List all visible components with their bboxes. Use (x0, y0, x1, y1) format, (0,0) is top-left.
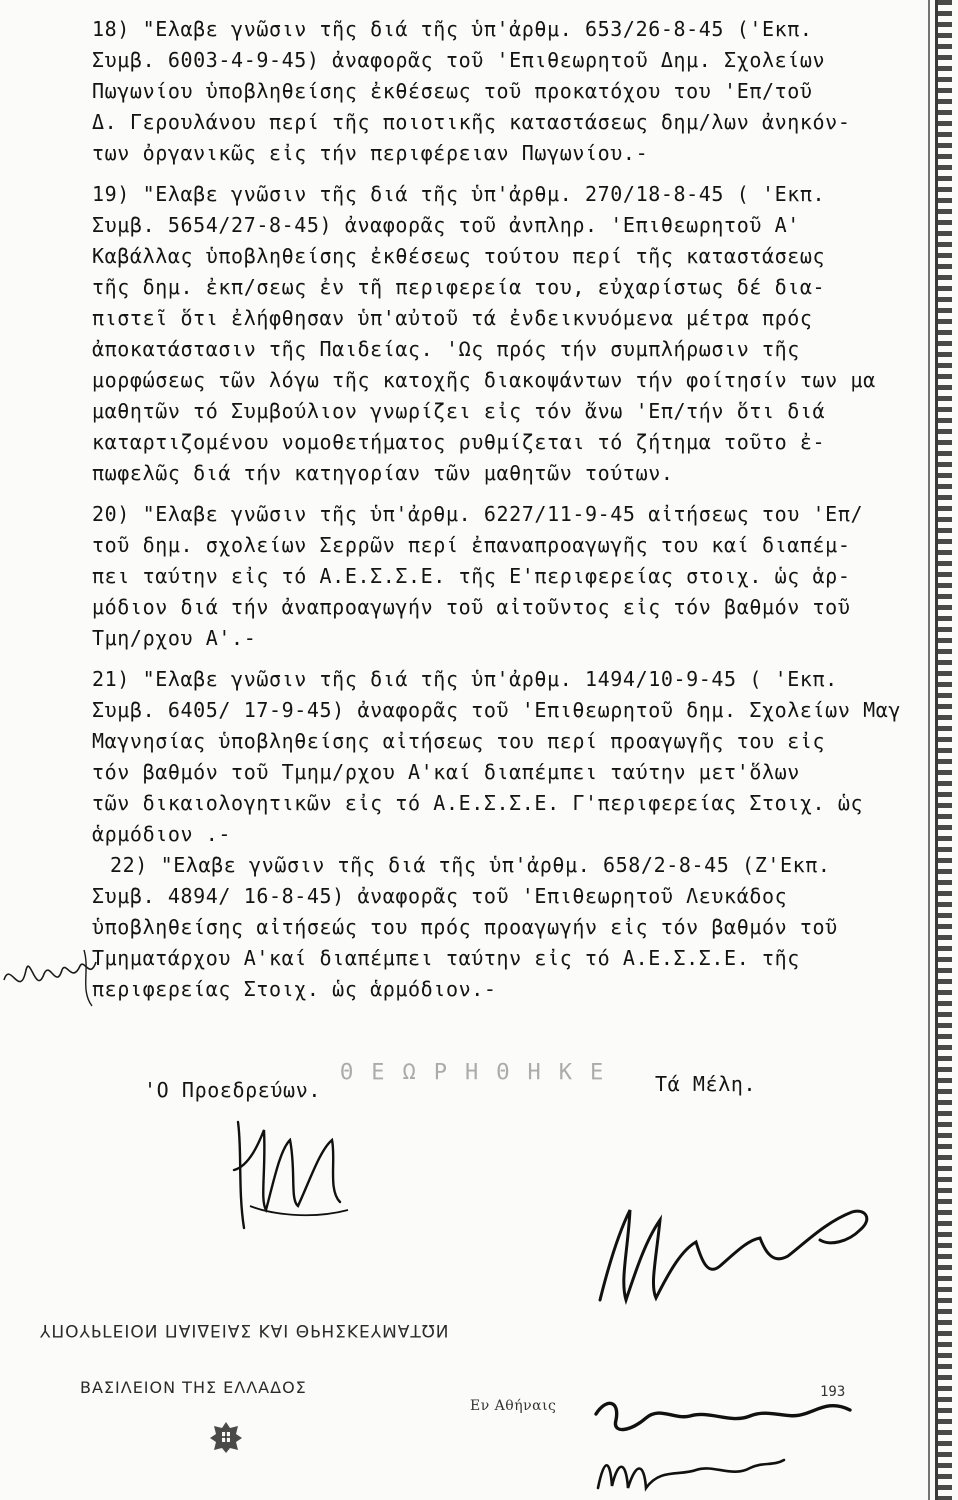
minutes-text (92, 14, 902, 1005)
text-line: πωφελῶς διά τήν κατηγορίαν τῶν μαθητῶν τούτων. (92, 461, 674, 485)
text-line: των ὀργανικῶς εἰς τήν περιφέρειαν Πωγωνίου.- (92, 141, 649, 165)
text-line: τοῦ δημ. σχολείων Σερρῶν περί ἐπαναπροαγωγῆς του καί διαπέμ- (92, 533, 851, 557)
text-line: Δ. Γερουλάνου περί τῆς ποιοτικῆς καταστάσεως δημ/λων ἀνηκόν- (92, 110, 851, 134)
text-line: Τμηματάρχου Α'καί διαπέμπει ταύτην εἰς τό Α.Ε.Σ.Σ.Ε. τῆς (92, 946, 800, 970)
text-line: ὑποβληθείσης αἰτήσεώς του πρός προαγωγήν εἰς τόν βαθμόν τοῦ (92, 915, 838, 939)
text-line: καταρτιζομένου νομοθετήματος ρυθμίζεται τό ζήτημα τοῦτο ἐ- (92, 430, 826, 454)
text-line: τῆς δημ. ἐκπ/σεως ἐν τῆ περιφερεία του, εὐχαρίστως δέ δια- (92, 275, 826, 299)
text-line: 22) "Ελαβε γνῶσιν τῆς διά τῆς ὑπ'ἀρθμ. 658/2-8-45 (Ζ'Εκπ. (110, 853, 831, 877)
text-line: Πωγωνίου ὑποβληθείσης ἐκθέσεως τοῦ προκατόχου του 'Επ/τοῦ (92, 79, 813, 103)
text-line: Τμη/ρχου Α'.- (92, 626, 257, 650)
text-line: ἁρμόδιον .- (92, 822, 232, 846)
official-seal (40, 1300, 460, 1500)
text-line: Συμβ. 6405/ 17-9-45) ἀναφορᾶς τοῦ 'Επιθεωρητοῦ δημ. Σχολείων Μαγ (92, 698, 902, 722)
seal-top-text: ΥΠΟΥΡΓΕΙΟΝ ΠΑΙΔΕΙΑΣ ΚΑΙ ΘΡΗΣΚΕΥΜΑΤΩΝ (40, 1320, 450, 1340)
members-label: Τά Μέλη. (655, 1072, 757, 1096)
member-signature-3 (590, 1448, 790, 1498)
binding-edge (935, 0, 952, 1500)
text-line: Μαγνησίας ὑποβληθείσης αἰτήσεως του περί προαγωγῆς του εἰς (92, 729, 826, 753)
text-line: 19) "Ελαβε γνῶσιν τῆς διά τῆς ὑπ'ἀρθμ. 270/18-8-45 ( 'Εκπ. (92, 182, 826, 206)
text-line: πιστεῖ ὅτι ἐλήφθησαν ὑπ'αὐτοῦ τά ἐνδεικνυόμενα μέτρα πρός (92, 306, 813, 330)
seal-bottom-text: ΒΑΣΙΛΕΙΟΝ ΤΗΣ ΕΛΛΑΔΟΣ (80, 1378, 307, 1397)
member-signature-1 (590, 1190, 890, 1320)
text-line: περιφερείας Στοιχ. ὡς ἁρμόδιον.- (92, 977, 497, 1001)
chair-signature (220, 1110, 360, 1240)
text-line: Συμβ. 6003-4-9-45) ἀναφορᾶς τοῦ 'Επιθεωρητοῦ Δημ. Σχολείων (92, 48, 826, 72)
text-line: Συμβ. 4894/ 16-8-45) ἀναφορᾶς τοῦ 'Επιθεωρητοῦ Λευκάδος (92, 884, 788, 908)
chair-label: 'Ο Προεδρεύων. (144, 1078, 321, 1102)
binding-line (928, 0, 930, 1500)
text-line: πει ταύτην εἰς τό Α.Ε.Σ.Σ.Ε. τῆς Ε'περιφερείας στοιχ. ὡς ἁρ- (92, 564, 851, 588)
text-line: τῶν δικαιολογητικῶν εἰς τό Α.Ε.Σ.Σ.Ε. Γ'περιφερείας Στοιχ. ὡς (92, 791, 864, 815)
footer-year: 193 (820, 1384, 846, 1400)
text-line: ἀποκατάστασιν τῆς Παιδείας. 'Ως πρός τήν συμπλήρωσιν τῆς (92, 337, 800, 361)
footer-city: Εν Αθήναις (470, 1398, 557, 1414)
text-line: 20) "Ελαβε γνῶσιν τῆς ὑπ'ἀρθμ. 6227/11-9-45 αἰτήσεως του 'Επ/ (92, 502, 864, 526)
text-line: Συμβ. 5654/27-8-45) ἀναφορᾶς τοῦ ἀνπληρ. 'Επιθεωρητοῦ Α' (92, 213, 800, 237)
crest-icon (208, 1420, 244, 1454)
text-line: τόν βαθμόν τοῦ Τμημ/ρχου Α'καί διαπέμπει ταύτην μετ'ὅλων (92, 760, 800, 784)
text-line: μόδιον διά τήν ἀναπροαγωγήν τοῦ αἰτοῦντος εἰς τόν βαθμόν τοῦ (92, 595, 851, 619)
text-line: 18) "Ελαβε γνῶσιν τῆς διά τῆς ὑπ'ἀρθμ. 653/26-8-45 ('Εκπ. (92, 17, 813, 41)
text-line: 21) "Ελαβε γνῶσιν τῆς διά τῆς ὑπ'ἀρθμ. 1494/10-9-45 ( 'Εκπ. (92, 667, 838, 691)
text-line: μαθητῶν τό Συμβούλιον γνωρίζει εἰς τόν ἄνω 'Επ/τήν ὅτι διά (92, 399, 826, 423)
faint-stamp: ΘΕΩΡΗΘΗΚΕ (340, 1060, 622, 1085)
handwritten-margin-note (0, 940, 100, 1010)
text-line: μορφώσεως τῶν λόγω τῆς κατοχῆς διακοψάντων τήν φοίτησίν των μα (92, 368, 876, 392)
text-line: Καβάλλας ὑποβληθείσης ἐκθέσεως τούτου περί τῆς καταστάσεως (92, 244, 826, 268)
